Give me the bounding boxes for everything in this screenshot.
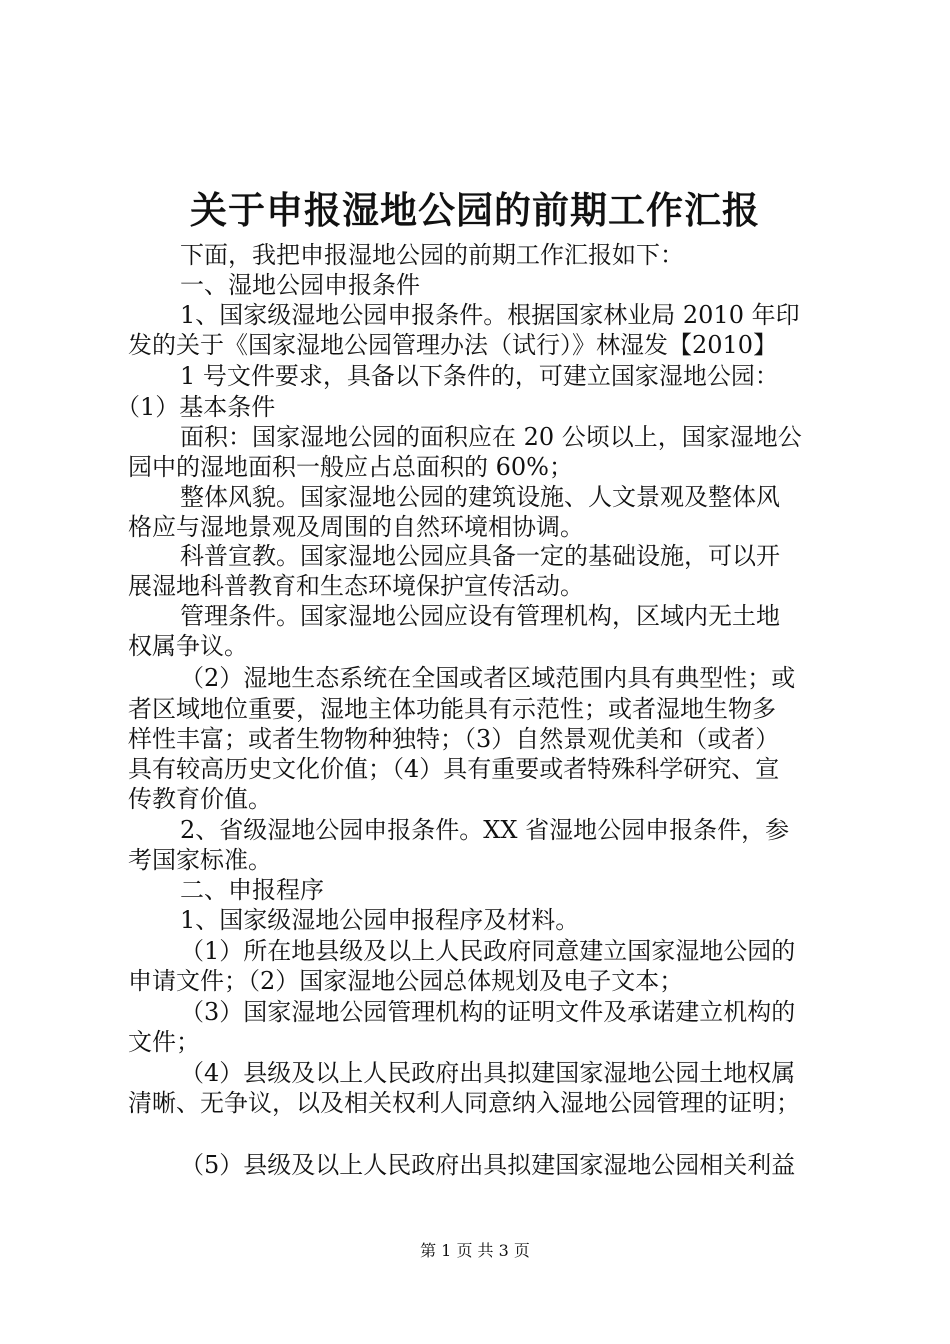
body-line: 申请文件；（2）国家湿地公园总体规划及电子文本； [128, 967, 684, 995]
body-line: 展湿地科普教育和生态环境保护宣传活动。 [128, 572, 584, 600]
body-line: 1、国家级湿地公园申报条件。根据国家林业局 2010 年印 [180, 301, 800, 329]
body-line: 具有较高历史文化价值；（4）具有重要或者特殊科学研究、宣 [128, 755, 780, 783]
document-title: 关于申报湿地公园的前期工作汇报 [190, 188, 760, 232]
body-line: （1）所在地县级及以上人民政府同意建立国家湿地公园的 [180, 937, 796, 965]
subsection-heading: （1）基本条件 [116, 393, 276, 421]
section-heading: 一、湿地公园申报条件 [180, 271, 420, 299]
body-line: 者区域地位重要，湿地主体功能具有示范性；或者湿地生物多 [128, 695, 776, 723]
body-line: 面积：国家湿地公园的面积应在 20 公顷以上，国家湿地公 [180, 423, 802, 451]
body-line: 2、省级湿地公园申报条件。XX 省湿地公园申报条件，参 [180, 816, 790, 844]
body-line: 整体风貌。国家湿地公园的建筑设施、人文景观及整体风 [180, 483, 780, 511]
body-line: （4）县级及以上人民政府出具拟建国家湿地公园土地权属 [180, 1059, 796, 1087]
body-line: 科普宣教。国家湿地公园应具备一定的基础设施，可以开 [180, 542, 780, 570]
page-number: 第 1 页 共 3 页 [420, 1241, 530, 1260]
body-line: 下面，我把申报湿地公园的前期工作汇报如下： [180, 241, 684, 269]
body-line: 发的关于《国家湿地公园管理办法（试行）》林湿发【2010】 [128, 331, 778, 359]
body-line: 1 号文件要求，具备以下条件的，可建立国家湿地公园： [180, 362, 779, 390]
body-line: （3）国家湿地公园管理机构的证明文件及承诺建立机构的 [180, 998, 796, 1026]
body-line: （5）县级及以上人民政府出具拟建国家湿地公园相关利益 [180, 1151, 796, 1179]
body-line: 管理条件。国家湿地公园应设有管理机构，区域内无土地 [180, 602, 780, 630]
body-line: 园中的湿地面积一般应占总面积的 60%； [128, 453, 573, 481]
body-line: 文件； [128, 1028, 200, 1056]
body-line: （2）湿地生态系统在全国或者区域范围内具有典型性；或 [180, 664, 796, 692]
body-line: 传教育价值。 [128, 785, 272, 813]
section-heading: 二、申报程序 [180, 876, 324, 904]
body-line: 样性丰富；或者生物物种独特；（3）自然景观优美和（或者） [128, 725, 780, 753]
body-line: 格应与湿地景观及周围的自然环境相协调。 [128, 513, 584, 541]
body-line: 清晰、无争议，以及相关权利人同意纳入湿地公园管理的证明； [128, 1089, 800, 1117]
body-line: 权属争议。 [128, 632, 248, 660]
body-line: 1、国家级湿地公园申报程序及材料。 [180, 906, 580, 934]
body-line: 考国家标准。 [128, 846, 272, 874]
